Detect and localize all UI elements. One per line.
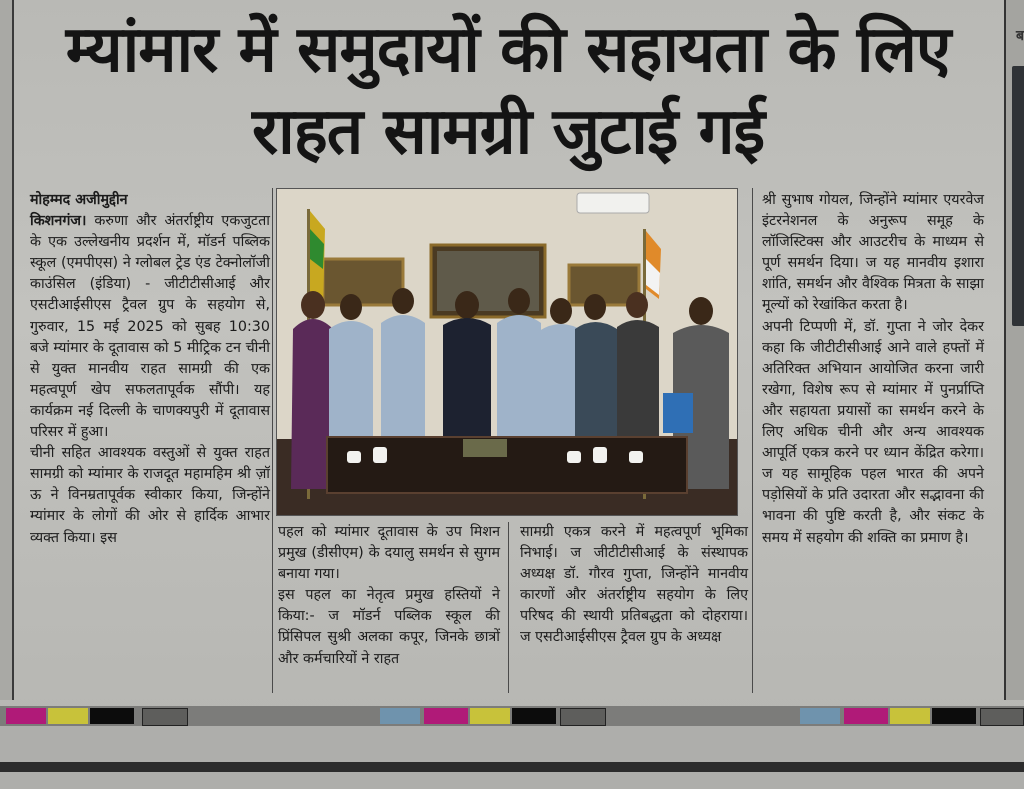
column-rule <box>752 188 753 693</box>
article-paragraph: पहल को म्यांमार दूतावास के उप मिशन प्रमुख (डीसीएम) के दयालु समर्थन से सुगम बनाया गया। <box>278 524 500 583</box>
black-swatch <box>932 708 976 724</box>
article-paragraph: चीनी सहित आवश्यक वस्तुओं से युक्त राहत सामग्री को म्यांमार के राजदूत महामहिम श्री ज़ॉ ऊ ने विनम्रतापूर्वक स्वीकार किया, जिन्होंने म्यांमार के लोगों की ओर से हार्दिक आभार व्यक्त किया। इस <box>30 445 270 546</box>
article-column-1 <box>30 190 270 549</box>
left-margin-strip <box>0 0 14 700</box>
magenta-swatch <box>424 708 468 724</box>
headline-line-1: म्यांमार में समुदायों की सहायता के लिए <box>65 13 951 87</box>
headline-line-2: राहत सामग्री जुटाई गई <box>251 95 765 169</box>
yellow-swatch <box>890 708 930 724</box>
article-paragraph <box>30 211 270 443</box>
color-registration-bar <box>0 706 1024 726</box>
adjacent-letter: ब <box>1016 28 1024 44</box>
blue-swatch <box>800 708 840 724</box>
column-rule <box>272 188 273 693</box>
article-column-4 <box>762 190 984 549</box>
grid-swatch <box>560 708 606 726</box>
headline <box>18 13 998 169</box>
magenta-swatch <box>844 708 888 724</box>
bottom-dark-band <box>0 762 1024 772</box>
byline: मोहम्मद अजीमुद्दीन <box>30 192 128 208</box>
black-swatch <box>90 708 134 724</box>
news-photo <box>276 188 738 516</box>
grid-swatch <box>142 708 188 726</box>
adjacent-photo-thumb <box>1012 66 1024 326</box>
article-paragraph: श्री सुभाष गोयल, जिन्होंने म्यांमार एयरवेज इंटरनेशनल के अनुरूप समूह के लॉजिस्टिक्स और आउटरीच के माध्यम से पूर्ण समर्थन दिया। ज यह मानवीय इशारा शांति, समर्थन और वैश्विक मित्रता के साझा मूल्यों को रेखांकित करता है। <box>762 192 984 314</box>
black-swatch <box>512 708 556 724</box>
column-rule <box>508 522 509 693</box>
magenta-swatch <box>6 708 46 724</box>
blue-swatch <box>380 708 420 724</box>
article-column-2 <box>278 522 500 670</box>
group-photo-icon <box>277 189 737 515</box>
page-bottom-margin <box>0 726 1024 789</box>
article-column-3 <box>520 522 748 649</box>
yellow-swatch <box>48 708 88 724</box>
yellow-swatch <box>470 708 510 724</box>
paragraph-text: करुणा और अंतर्राष्ट्रीय एकजुटता के एक उल्लेखनीय प्रदर्शन में, मॉडर्न पब्लिक स्कूल (एमपीएस) ने ग्लोबल ट्रेड एंड टेक्नोलॉजी काउंसिल (इंडिया) - जीटीटीसीआई और एसटीआईसीएस ट्रैवल ग्रुप के सहयोग से, गुरुवार, 15 मई 2025 को सुबह 10:30 बजे म्यांमार के दूतावास को 5 मीट्रिक टन चीनी से युक्त मानवीय राहत सामग्री की एक महत्वपूर्ण खेप सफलतापूर्वक सौंपी। यह कार्यक्रम नई दिल्ली के चाणक्यपुरी में दूतावास परिसर में हुआ। <box>30 213 270 441</box>
article-paragraph: इस पहल का नेतृत्व प्रमुख हस्तियों ने किया:- ज मॉडर्न पब्लिक स्कूल की प्रिंसिपल सुश्री अलका कपूर, जिनके छात्रों और कर्मचारियों ने राहत <box>278 587 500 667</box>
article-paragraph: अपनी टिप्पणी में, डॉ. गुप्ता ने जोर देकर कहा कि जीटीटीसीआई आने वाले हफ्तों में अतिरिक्त अभियान आयोजित करना जारी रखेगा, विशेष रूप से म्यांमार में पुनर्प्राप्ति और सहायता प्रयासों का समर्थन करने के लिए अधिक चीनी और अन्य आवश्यक आपूर्ति एकत्र करने पर ध्यान केंद्रित करेगा। ज यह सामूहिक पहल भारत की अपने पड़ोसियों के प्रति उदारता और सद्भावना की भावना की पुष्टि करती है, और संकट के समय में सहयोग की शक्ति का प्रमाण है। <box>762 318 984 546</box>
dateline: किशनगंज। <box>30 213 87 230</box>
grid-swatch <box>980 708 1024 726</box>
article-paragraph: सामग्री एकत्र करने में महत्वपूर्ण भूमिका निभाई। ज जीटीटीसीआई के संस्थापक अध्यक्ष डॉ. गौरव गुप्ता, जिन्होंने मानवीय कारणों और अंतर्राष्ट्रीय सहयोग के लिए परिषद की स्थायी प्रतिबद्धता को दोहराया। ज एसटीआईसीएस ट्रैवल ग्रुप के अध्यक्ष <box>520 524 748 646</box>
adjacent-page-strip <box>1004 0 1024 700</box>
